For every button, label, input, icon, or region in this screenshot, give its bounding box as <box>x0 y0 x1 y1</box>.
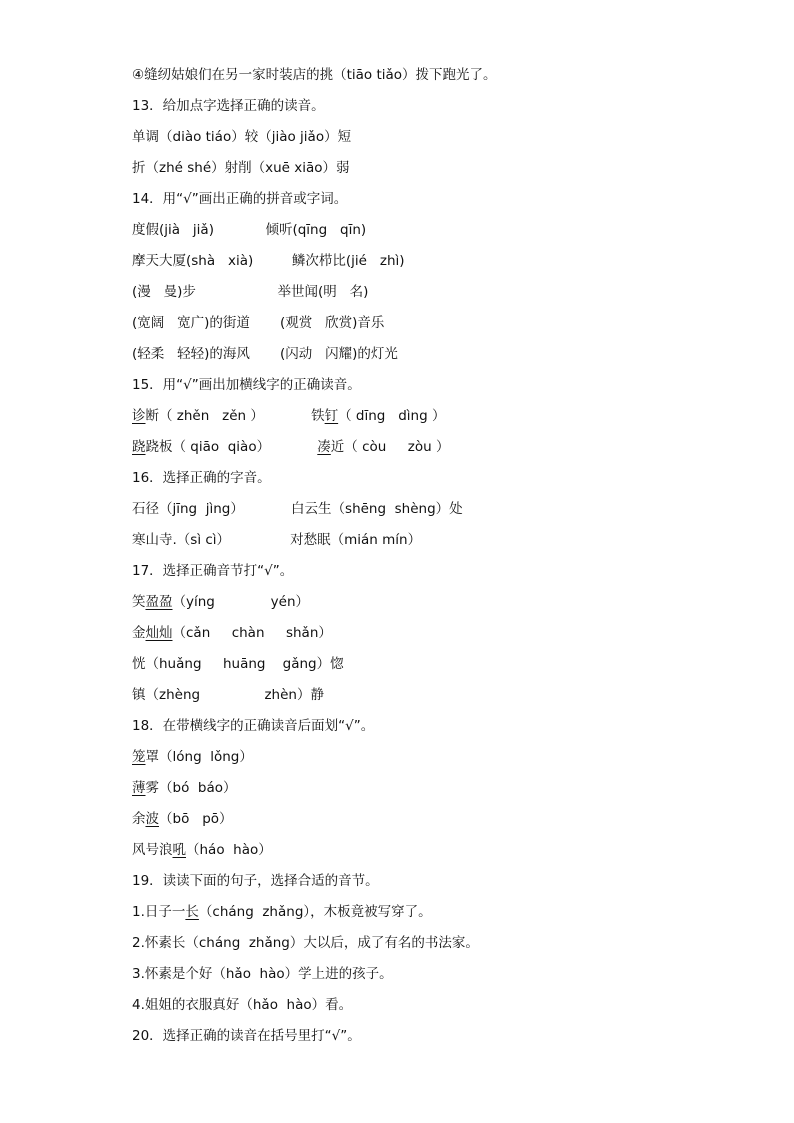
text-segment: 笑 <box>132 594 146 610</box>
text-segment: 罩（lóng lǒng） <box>145 749 253 765</box>
text-segment: （cǎn chàn shǎn） <box>172 625 332 641</box>
underlined-char: 波 <box>145 811 159 827</box>
text-segment: 雾（bó báo） <box>145 780 237 796</box>
text-line <box>132 312 732 343</box>
text-segment: 跷板（ qiāo qiào） <box>145 439 318 455</box>
text-line <box>132 343 732 374</box>
text-line <box>132 498 732 529</box>
text-segment: 度假(jià jiǎ) 倾听(qīng qīn) <box>132 222 367 238</box>
text-segment: 余 <box>132 811 146 827</box>
text-segment: 金 <box>132 625 146 641</box>
underlined-char: 跷 <box>132 439 146 455</box>
underlined-char: 长 <box>185 904 199 920</box>
text-segment: 寒山寺.（sì cì） 对愁眠（mián mín） <box>132 532 422 548</box>
text-line <box>132 188 732 219</box>
text-segment: 13．给加点字选择正确的读音。 <box>132 98 325 114</box>
text-line <box>132 1025 732 1056</box>
text-segment: 断（ zhěn zěn ） 铁 <box>145 408 325 424</box>
text-segment: 16．选择正确的字音。 <box>132 470 271 486</box>
text-line <box>132 715 732 746</box>
underlined-char: 吼 <box>172 842 186 858</box>
text-segment: 4.姐姐的衣服真好（hǎo hào）看。 <box>132 997 353 1013</box>
underlined-char: 盈盈 <box>145 594 173 610</box>
text-line <box>132 777 732 808</box>
text-line <box>132 901 732 932</box>
text-line <box>132 250 732 281</box>
text-segment: 19．读读下面的句子，选择合适的音节。 <box>132 873 379 889</box>
underlined-char: 钉 <box>324 408 339 424</box>
text-segment: 近（ còu zòu ） <box>330 439 450 455</box>
text-line <box>132 405 732 436</box>
text-segment: （bō pō） <box>159 811 233 827</box>
text-segment: 折（zhé shé）射削（xuē xiāo）弱 <box>132 160 350 176</box>
text-segment: （háo hào） <box>186 842 272 858</box>
text-line <box>132 436 732 467</box>
text-line <box>132 932 732 963</box>
text-segment: (宽阔 宽广)的街道 (观赏 欣赏)音乐 <box>132 315 385 331</box>
text-segment: （ dīng dìng ） <box>338 408 446 424</box>
text-segment: 14．用“√”画出正确的拼音或字词。 <box>132 191 348 207</box>
text-line <box>132 684 732 715</box>
text-line <box>132 963 732 994</box>
text-segment: (漫 曼)步 举世闻(明 名) <box>132 284 369 300</box>
text-line <box>132 64 732 95</box>
text-line <box>132 839 732 870</box>
text-segment: 摩天大厦(shà xià) 鳞次栉比(jié zhì) <box>132 253 405 269</box>
text-line <box>132 591 732 622</box>
text-segment: 镇（zhèng zhèn）静 <box>132 687 324 703</box>
text-segment: （yíng yén） <box>172 594 310 610</box>
underlined-char: 灿灿 <box>145 625 173 641</box>
text-line <box>132 281 732 312</box>
text-segment: 风号浪 <box>132 842 173 858</box>
text-segment: 2.怀素长（cháng zhǎng）大以后，成了有名的书法家。 <box>132 935 479 951</box>
text-segment: ④缝纫姑娘们在另一家时装店的挑（tiāo tiǎo）拨下跑光了。 <box>132 67 497 83</box>
underlined-char: 诊 <box>132 408 146 424</box>
text-segment: （cháng zhǎng），木板竟被写穿了。 <box>198 904 432 920</box>
text-segment: 15．用“√”画出加横线字的正确读音。 <box>132 377 361 393</box>
text-segment: 石径（jīng jìng） 白云生（shēng shèng）处 <box>132 501 463 517</box>
text-line <box>132 994 732 1025</box>
text-segment: (轻柔 轻轻)的海风 (闪动 闪耀)的灯光 <box>132 346 398 362</box>
text-line <box>132 374 732 405</box>
text-segment: 1.日子一 <box>132 904 186 920</box>
worksheet-content <box>132 64 732 1056</box>
text-segment: 17．选择正确音节打“√”。 <box>132 563 294 579</box>
text-segment: 单调（diào tiáo）较（jiào jiǎo）短 <box>132 129 352 145</box>
text-line <box>132 622 732 653</box>
text-line <box>132 560 732 591</box>
text-line <box>132 219 732 250</box>
text-line <box>132 808 732 839</box>
text-line <box>132 157 732 188</box>
text-line <box>132 529 732 560</box>
text-segment: 3.怀素是个好（hǎo hào）学上进的孩子。 <box>132 966 393 982</box>
text-line <box>132 653 732 684</box>
text-segment: 恍（huǎng huāng gǎng）惚 <box>132 656 344 672</box>
text-line <box>132 467 732 498</box>
underlined-char: 凑 <box>317 439 331 455</box>
underlined-char: 笼 <box>132 749 146 765</box>
text-segment: 20．选择正确的读音在括号里打“√”。 <box>132 1028 361 1044</box>
underlined-char: 薄 <box>132 780 146 796</box>
text-line <box>132 746 732 777</box>
text-line <box>132 126 732 157</box>
text-segment: 18．在带横线字的正确读音后面划“√”。 <box>132 718 375 734</box>
text-line <box>132 95 732 126</box>
text-line <box>132 870 732 901</box>
